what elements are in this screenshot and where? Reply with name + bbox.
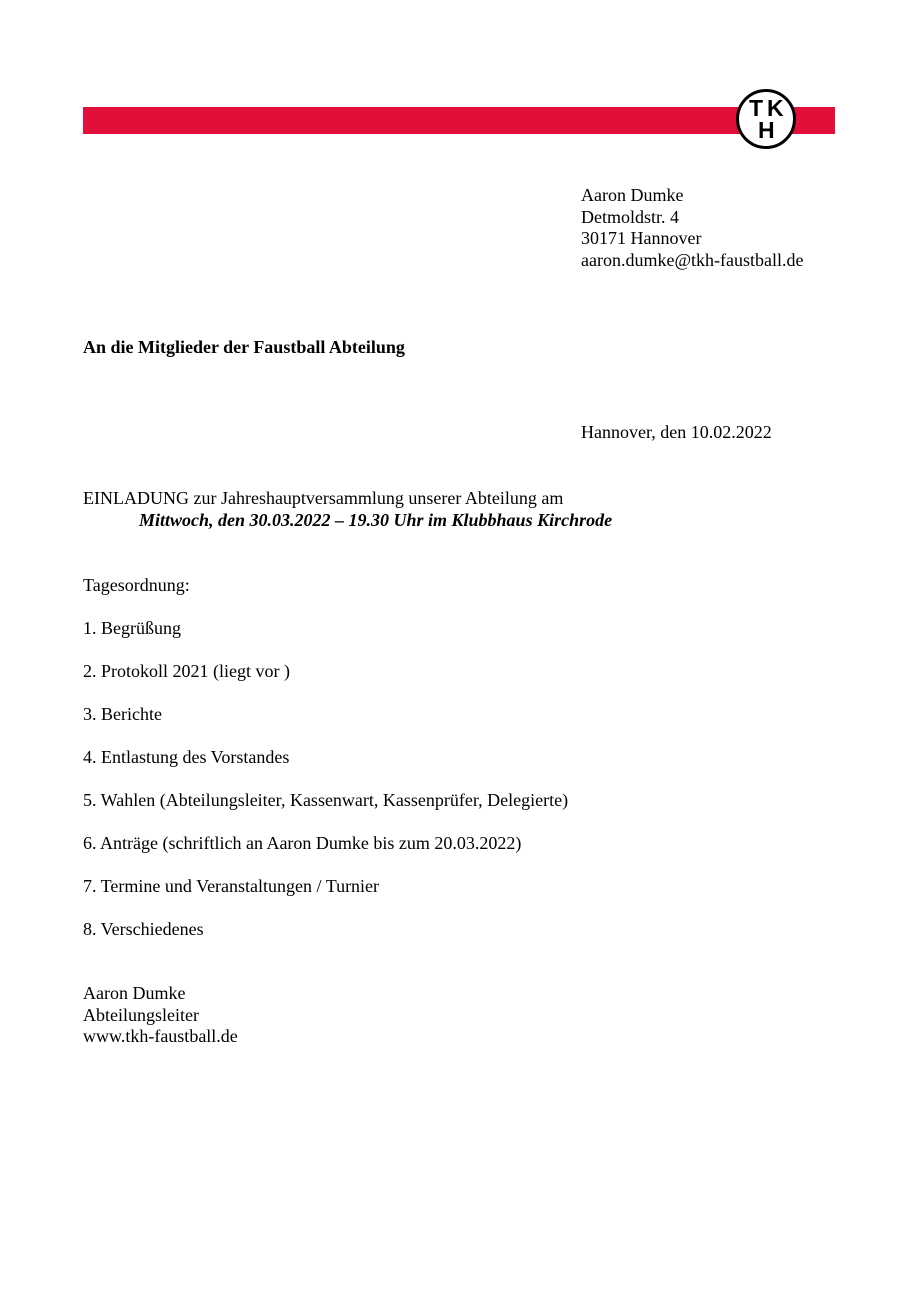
agenda-item: 4. Entlastung des Vorstandes	[83, 747, 290, 767]
signature-block	[83, 983, 238, 1048]
club-logo	[736, 89, 796, 149]
invitation-detail: Mittwoch, den 30.03.2022 – 19.30 Uhr im Klubbhaus Kirchrode	[139, 510, 613, 530]
signature-role: Abteilungsleiter	[83, 1004, 199, 1025]
agenda-item: 1. Begrüßung	[83, 618, 181, 638]
recipient-line: An die Mitglieder der Faustball Abteilung	[83, 337, 405, 357]
agenda-item: 6. Anträge (schriftlich an Aaron Dumke bis zum 20.03.2022)	[83, 833, 522, 853]
logo-letter-k: K	[767, 95, 784, 121]
agenda-item: 2. Protokoll 2021 (liegt vor )	[83, 661, 290, 681]
invitation-heading: EINLADUNG zur Jahreshauptversammlung unserer Abteilung am	[83, 488, 564, 508]
sender-name: Aaron Dumke	[581, 185, 684, 205]
date-line: Hannover, den 10.02.2022	[581, 422, 772, 442]
agenda-item: 5. Wahlen (Abteilungsleiter, Kassenwart, Kassenprüfer, Delegierte)	[83, 790, 569, 810]
signature-name: Aaron Dumke	[83, 983, 186, 1003]
letterhead-bar	[83, 107, 835, 134]
sender-street: Detmoldstr. 4	[581, 206, 679, 227]
sender-address	[581, 185, 804, 271]
agenda-item: 3. Berichte	[83, 704, 162, 724]
signature-website: www.tkh-faustball.de	[83, 1026, 238, 1046]
agenda-item: 7. Termine und Veranstaltungen / Turnier	[83, 876, 380, 896]
sender-city: 30171 Hannover	[581, 228, 702, 248]
logo-letter-h: H	[758, 117, 775, 143]
sender-email: aaron.dumke@tkh-faustball.de	[581, 249, 804, 270]
agenda-item: 8. Verschiedenes	[83, 919, 204, 939]
logo-letter-t: T	[749, 95, 764, 121]
agenda-title: Tagesordnung:	[83, 575, 190, 595]
